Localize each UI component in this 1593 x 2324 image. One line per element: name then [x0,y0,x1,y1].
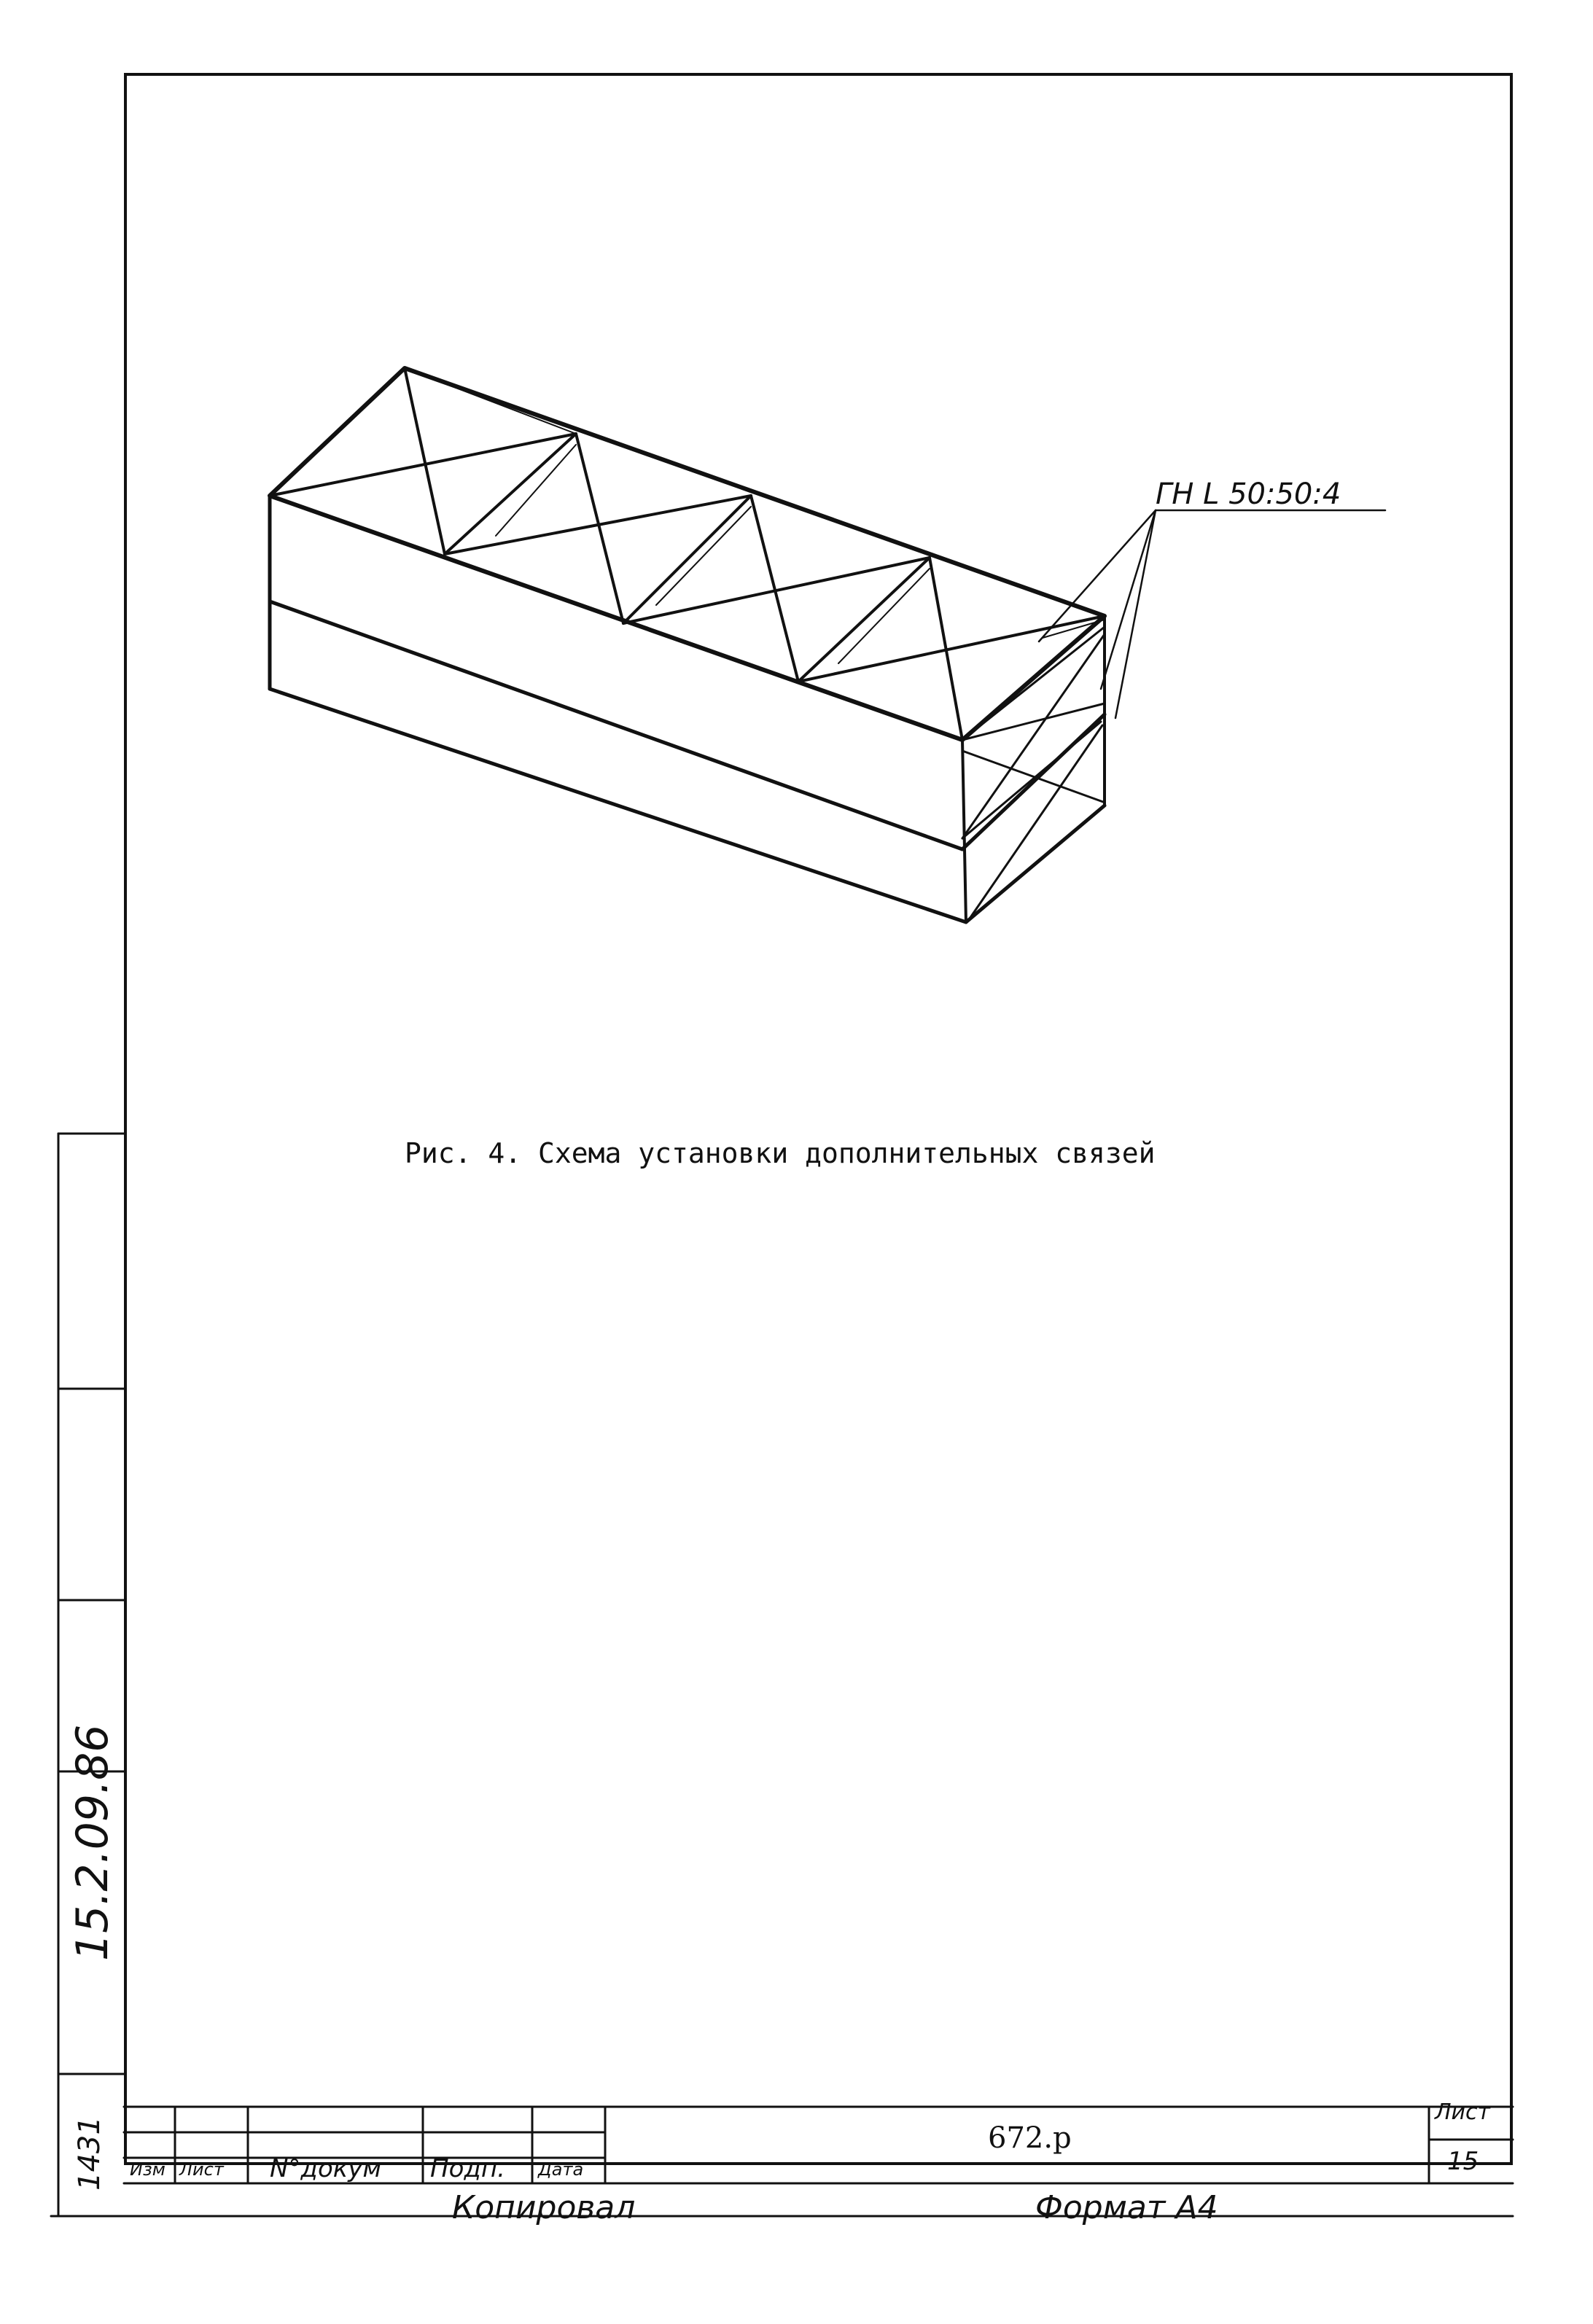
front-bottom-edge [270,689,966,922]
col-doc-number: N°докум [270,2154,382,2183]
col-izm: Изм [130,2159,165,2180]
front-top-edge [270,496,962,740]
top-face-outline [270,368,1105,740]
sheet-label: Лист [1435,2099,1491,2125]
side-stamp-date: 15.2.09.86 [67,1724,118,1961]
col-signature: Подп. [430,2154,505,2183]
col-list: Лист [179,2159,224,2180]
figure-caption: Рис. 4. Схема установки дополнительных связей [405,1137,1156,1169]
member-callout-label: ГН L 50:50:4 [1156,477,1341,511]
sheet-number: 15 [1447,2147,1479,2176]
top-bracing [270,368,1105,740]
side-stamp-inventory: 1431 [73,2116,106,2191]
format-label: Формат А4 [1035,2189,1218,2226]
copied-label: Копировал [452,2189,636,2226]
side-stamp [58,1134,124,2216]
col-date: Дата [538,2159,584,2180]
callout-leader [1039,510,1385,718]
end-left-edge [962,740,966,922]
document-number: 672.р [988,2121,1072,2155]
